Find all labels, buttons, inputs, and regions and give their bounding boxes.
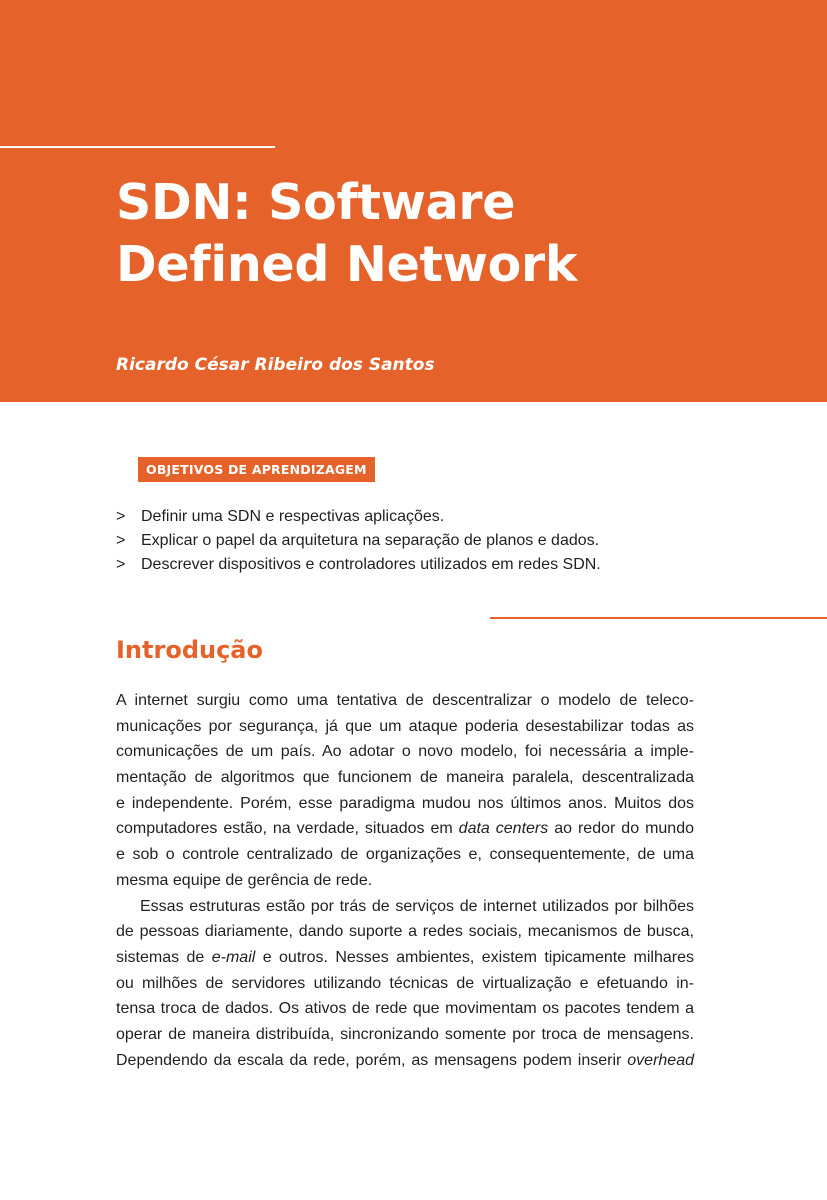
text-run: computadores estão, na verdade, situados em [116,820,459,838]
text-line: e independente. Porém, esse paradigma mudou nos últimos anos. Muitos dos [116,794,694,812]
text-run: Dependendo da escala da rede, porém, as mensagens podem inserir [116,1051,628,1069]
objective-text: Descrever dispositivos e controladores utilizados em redes SDN. [141,556,601,573]
text-line [116,816,694,842]
paragraph-2 [116,894,694,1074]
bullet-marker: > [116,556,126,573]
text-line: e sob o controle centralizado de organizações e, consequentemente, de uma [116,846,694,864]
text-line [116,1048,694,1074]
chapter-title-line-2: Defined Network [116,236,578,293]
bullet-marker: > [116,508,126,525]
section-rule [490,617,827,619]
chapter-title [116,172,577,296]
chapter-title-line-1: SDN: Software [116,174,516,231]
emphasis: e-mail [211,948,256,966]
text-line: operar de maneira distribuída, sincronizando somente por troca de mensagens. [116,1025,694,1043]
emphasis: data centers [458,820,549,838]
text-line: Essas estruturas estão por trás de serviços de internet utilizados por bilhões [140,897,694,915]
text-line: de pessoas diariamente, dando suporte a redes sociais, mecanismos de busca, [116,923,694,941]
text-line: mesma equipe de gerência de rede. [116,871,373,889]
text-line: mentação de algoritmos que funcionem de maneira paralela, descentralizada [116,769,694,787]
objective-text: Explicar o papel da arquitetura na separação de planos e dados. [141,532,600,549]
objectives-badge: OBJETIVOS DE APRENDIZAGEM [138,457,375,482]
section-title: Introdução [116,636,263,664]
author-name: Ricardo César Ribeiro dos Santos [116,355,435,375]
text-run: sistemas de [116,948,212,966]
text-line: comunicações de um país. Ao adotar o novo modelo, foi necessária a imple- [116,743,694,761]
text-line: tensa troca de dados. Os ativos de rede que movimentam os pacotes tendem a [116,1000,694,1018]
title-banner [0,0,827,402]
bullet-marker: > [116,532,126,549]
body-text [116,688,694,1073]
text-line: A internet surgiu como uma tentativa de descentralizar o modelo de teleco- [116,692,694,709]
banner-rule [0,146,275,148]
text-run: ao redor do mundo [548,820,694,838]
objective-text: Definir uma SDN e respectivas aplicações. [141,508,445,525]
text-line: municações por segurança, já que um ataque poderia desestabilizar todas as [116,717,694,735]
text-line: ou milhões de servidores utilizando técnicas de virtualização e efetuando in- [116,974,694,992]
paragraph-1 [116,688,694,894]
emphasis: overhead [627,1051,694,1069]
text-run: e outros. Nesses ambientes, existem tipicamente milhares [255,948,695,966]
text-line [116,945,694,971]
